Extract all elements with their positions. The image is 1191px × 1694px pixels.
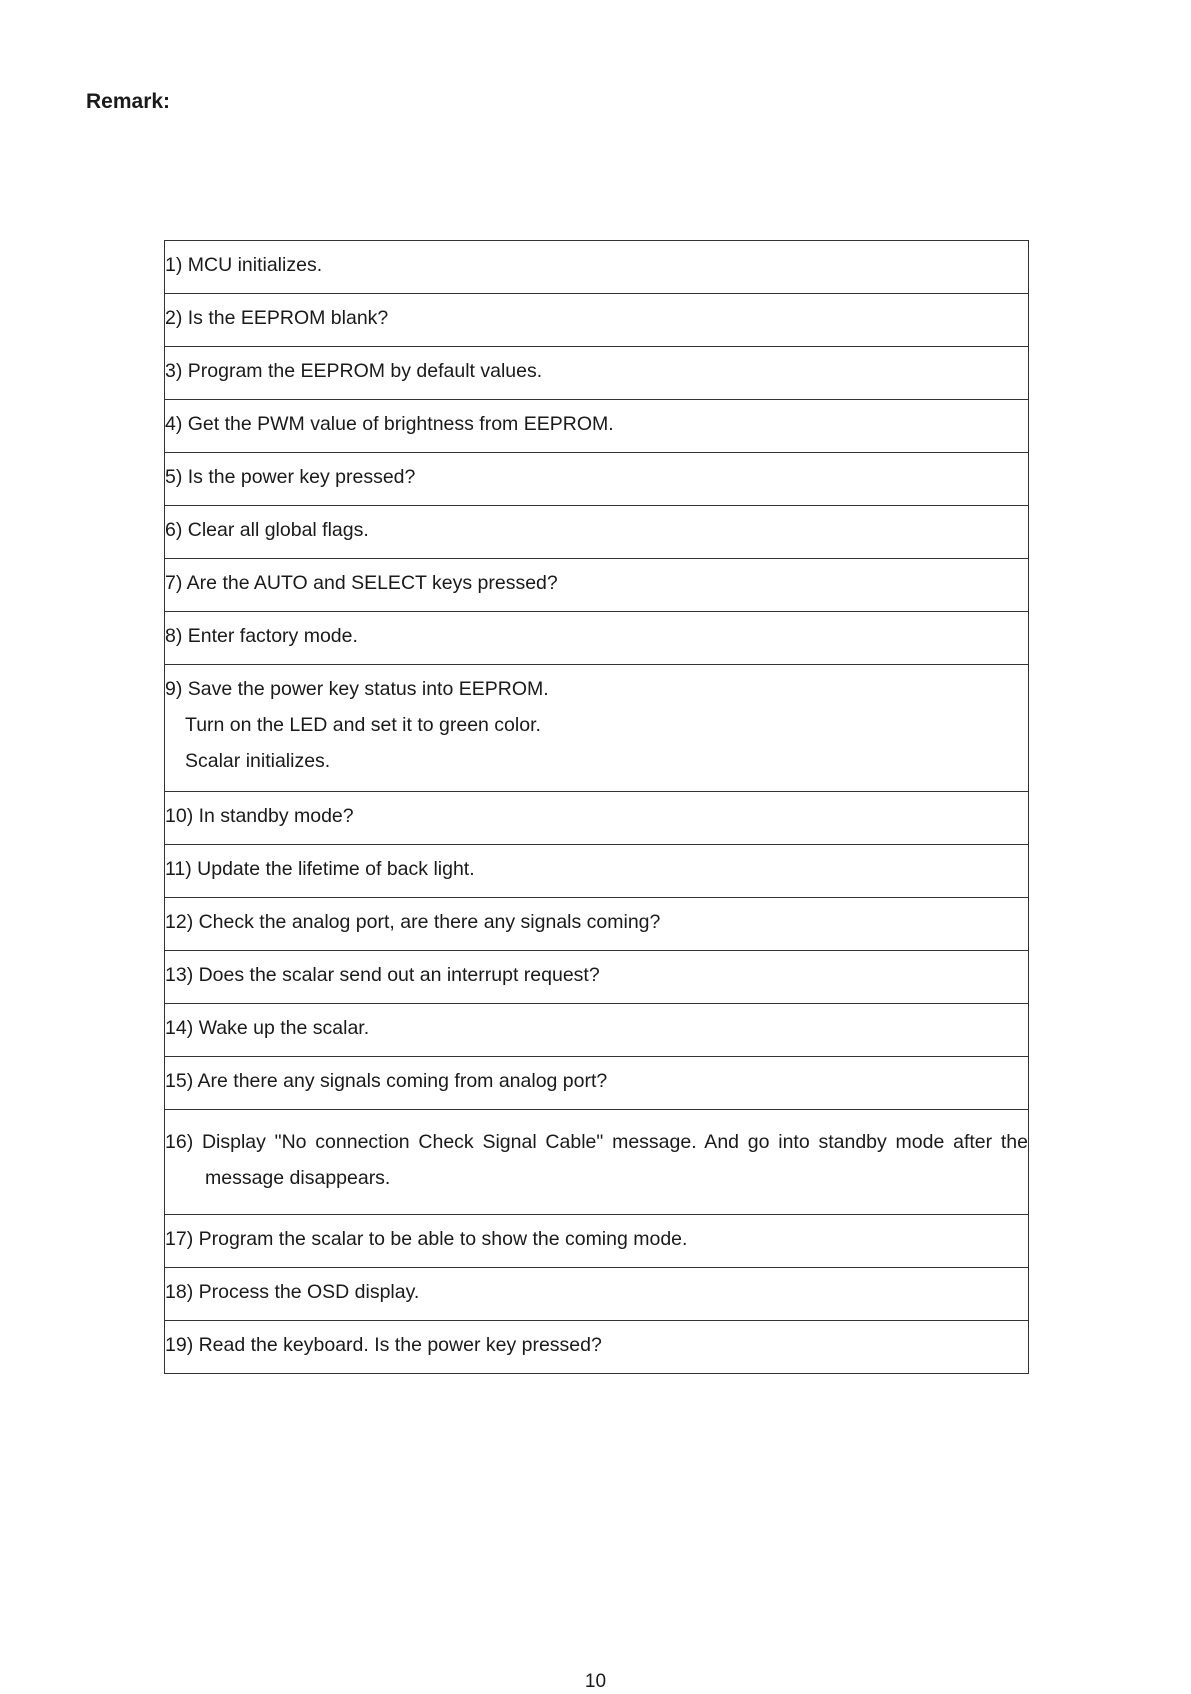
step-text: 1) MCU initializes. [165, 254, 323, 276]
step-text: 17) Program the scalar to be able to show the coming mode. [165, 1228, 688, 1250]
step-text-continued: Turn on the LED and set it to green color. [185, 714, 541, 736]
step-cell [165, 951, 1029, 1004]
step-text: 8) Enter factory mode. [165, 625, 358, 647]
step-text: 19) Read the keyboard. Is the power key pressed? [165, 1334, 602, 1356]
step-cell [165, 1057, 1029, 1110]
step-cell [165, 1268, 1029, 1321]
step-text: 5) Is the power key pressed? [165, 466, 416, 488]
step-text-continued: message disappears. [205, 1167, 391, 1189]
step-cell [165, 453, 1029, 506]
table-row [165, 1321, 1029, 1374]
step-cell [165, 294, 1029, 347]
step-cell [165, 1110, 1029, 1215]
table-row [165, 400, 1029, 453]
table-row [165, 792, 1029, 845]
table-row [165, 559, 1029, 612]
table-row [165, 1268, 1029, 1321]
step-text: 18) Process the OSD display. [165, 1281, 420, 1303]
step-text: 16) Display "No connection Check Signal Cable" message. And go into standby mode after the [165, 1131, 1028, 1153]
table-row [165, 347, 1029, 400]
step-text: 10) In standby mode? [165, 805, 354, 827]
table-row [165, 1215, 1029, 1268]
step-cell [165, 898, 1029, 951]
step-cell [165, 845, 1029, 898]
step-text: 7) Are the AUTO and SELECT keys pressed? [165, 572, 558, 594]
step-text: 15) Are there any signals coming from analog port? [165, 1070, 608, 1092]
step-text: 2) Is the EEPROM blank? [165, 307, 389, 329]
step-cell [165, 347, 1029, 400]
table-row [165, 453, 1029, 506]
step-text: 12) Check the analog port, are there any signals coming? [165, 911, 661, 933]
table-row [165, 951, 1029, 1004]
table-row [165, 506, 1029, 559]
table-row [165, 241, 1029, 294]
step-cell [165, 1215, 1029, 1268]
table-row [165, 665, 1029, 792]
remark-heading: Remark: [86, 90, 171, 113]
step-cell [165, 400, 1029, 453]
step-cell [165, 1004, 1029, 1057]
step-cell [165, 1321, 1029, 1374]
step-text-continued: Scalar initializes. [185, 750, 331, 772]
step-text: 14) Wake up the scalar. [165, 1017, 370, 1039]
step-cell [165, 506, 1029, 559]
step-text: 6) Clear all global flags. [165, 519, 369, 541]
step-cell [165, 241, 1029, 294]
table-row [165, 1057, 1029, 1110]
step-cell [165, 612, 1029, 665]
table-row [165, 1004, 1029, 1057]
step-cell [165, 559, 1029, 612]
table-row [165, 294, 1029, 347]
step-text: 4) Get the PWM value of brightness from EEPROM. [165, 413, 614, 435]
step-text: 3) Program the EEPROM by default values. [165, 360, 543, 382]
table-row [165, 845, 1029, 898]
steps-table [164, 240, 1029, 1374]
page-number: 10 [584, 1671, 607, 1692]
step-cell [165, 665, 1029, 792]
step-text: 9) Save the power key status into EEPROM. [165, 678, 549, 700]
step-cell [165, 792, 1029, 845]
step-text: 11) Update the lifetime of back light. [165, 858, 475, 880]
table-row [165, 898, 1029, 951]
step-text: 13) Does the scalar send out an interrupt request? [165, 964, 600, 986]
table-row [165, 1110, 1029, 1215]
table-row [165, 612, 1029, 665]
